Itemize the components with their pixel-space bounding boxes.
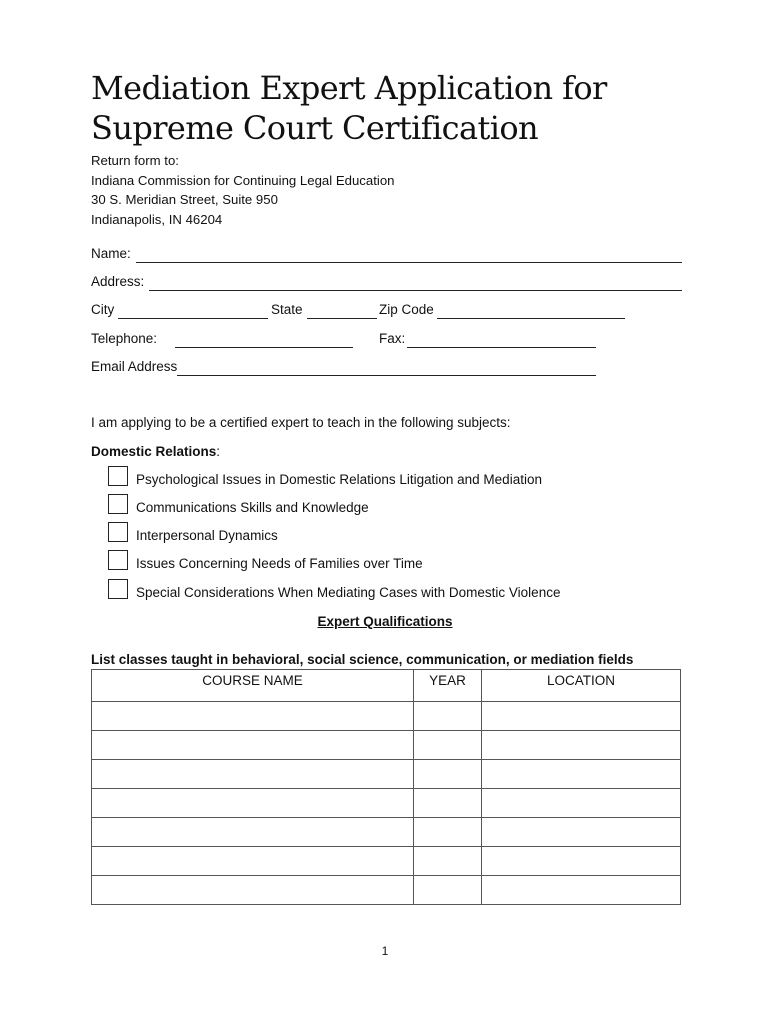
city-field[interactable]	[118, 318, 268, 319]
course-name-cell[interactable]	[92, 760, 414, 789]
domestic-relations-colon: :	[216, 444, 221, 459]
location-cell[interactable]	[482, 760, 681, 789]
address-label: Address:	[91, 274, 145, 289]
state-field[interactable]	[307, 318, 377, 319]
year-cell[interactable]	[414, 847, 482, 876]
subject-option	[108, 466, 628, 490]
table-row	[92, 876, 681, 905]
courses-table-caption: List classes taught in behavioral, social science, communication, or mediation fields	[91, 652, 634, 667]
address-row	[91, 274, 683, 294]
city-label: City	[91, 302, 115, 317]
subject-checkbox[interactable]	[108, 579, 128, 599]
location-cell[interactable]	[482, 731, 681, 760]
table-header-row	[92, 670, 681, 702]
year-cell[interactable]	[414, 789, 482, 818]
email-field[interactable]	[177, 375, 596, 376]
fax-field[interactable]	[407, 347, 596, 348]
subjects-intro-text: I am applying to be a certified expert to teach in the following subjects:	[91, 415, 511, 430]
title-line-2: Supreme Court Certification	[91, 109, 539, 147]
name-label: Name:	[91, 246, 131, 261]
courses-table	[91, 669, 681, 905]
subject-option	[108, 550, 628, 574]
course-name-cell[interactable]	[92, 789, 414, 818]
course-name-cell[interactable]	[92, 847, 414, 876]
subject-label: Issues Concerning Needs of Families over Time	[136, 556, 423, 571]
name-row	[91, 246, 683, 266]
year-cell[interactable]	[414, 760, 482, 789]
year-cell[interactable]	[414, 731, 482, 760]
course-name-cell[interactable]	[92, 818, 414, 847]
telephone-fax-row	[91, 331, 683, 351]
page-number: 1	[381, 944, 389, 958]
name-field[interactable]	[136, 262, 682, 263]
form-title	[91, 68, 691, 148]
course-name-cell[interactable]	[92, 876, 414, 905]
return-label: Return form to:	[91, 153, 179, 168]
expert-qualifications-heading: Expert Qualifications	[317, 614, 453, 629]
return-organization: Indiana Commission for Continuing Legal Education	[91, 172, 395, 188]
subject-label: Psychological Issues in Domestic Relations Litigation and Mediation	[136, 472, 542, 487]
location-cell[interactable]	[482, 818, 681, 847]
return-address-block	[91, 151, 395, 229]
subject-option	[108, 579, 628, 603]
table-row	[92, 818, 681, 847]
subject-option	[108, 494, 628, 518]
table-row	[92, 789, 681, 818]
year-cell[interactable]	[414, 702, 482, 731]
table-row	[92, 847, 681, 876]
subject-checkbox[interactable]	[108, 550, 128, 570]
domestic-relations-label: Domestic Relations	[91, 444, 217, 459]
table-row	[92, 731, 681, 760]
subject-checkbox[interactable]	[108, 466, 128, 486]
subject-option	[108, 522, 628, 546]
subject-label: Special Considerations When Mediating Cases with Domestic Violence	[136, 585, 561, 600]
subject-checkbox[interactable]	[108, 522, 128, 542]
subject-label: Interpersonal Dynamics	[136, 528, 278, 543]
column-header-course-name: COURSE NAME	[92, 670, 414, 702]
column-header-location: LOCATION	[482, 670, 681, 702]
location-cell[interactable]	[482, 702, 681, 731]
telephone-field[interactable]	[175, 347, 353, 348]
telephone-label: Telephone:	[91, 331, 158, 346]
table-row	[92, 702, 681, 731]
subject-label: Communications Skills and Knowledge	[136, 500, 369, 515]
domestic-relations-heading	[91, 444, 220, 459]
city-state-zip-row	[91, 302, 683, 322]
state-label: State	[271, 302, 303, 317]
course-name-cell[interactable]	[92, 731, 414, 760]
table-row	[92, 760, 681, 789]
year-cell[interactable]	[414, 876, 482, 905]
fax-label: Fax:	[379, 331, 406, 346]
subject-checkbox[interactable]	[108, 494, 128, 514]
email-label: Email Address	[91, 359, 178, 374]
address-field[interactable]	[149, 290, 682, 291]
location-cell[interactable]	[482, 789, 681, 818]
course-name-cell[interactable]	[92, 702, 414, 731]
column-header-year: YEAR	[414, 670, 482, 702]
year-cell[interactable]	[414, 818, 482, 847]
return-city: Indianapolis, IN 46204	[91, 211, 223, 227]
location-cell[interactable]	[482, 847, 681, 876]
zip-field[interactable]	[437, 318, 625, 319]
location-cell[interactable]	[482, 876, 681, 905]
zip-label: Zip Code	[379, 302, 434, 317]
title-line-1: Mediation Expert Application for	[91, 69, 607, 107]
return-street: 30 S. Meridian Street, Suite 950	[91, 192, 278, 207]
email-row	[91, 359, 683, 379]
